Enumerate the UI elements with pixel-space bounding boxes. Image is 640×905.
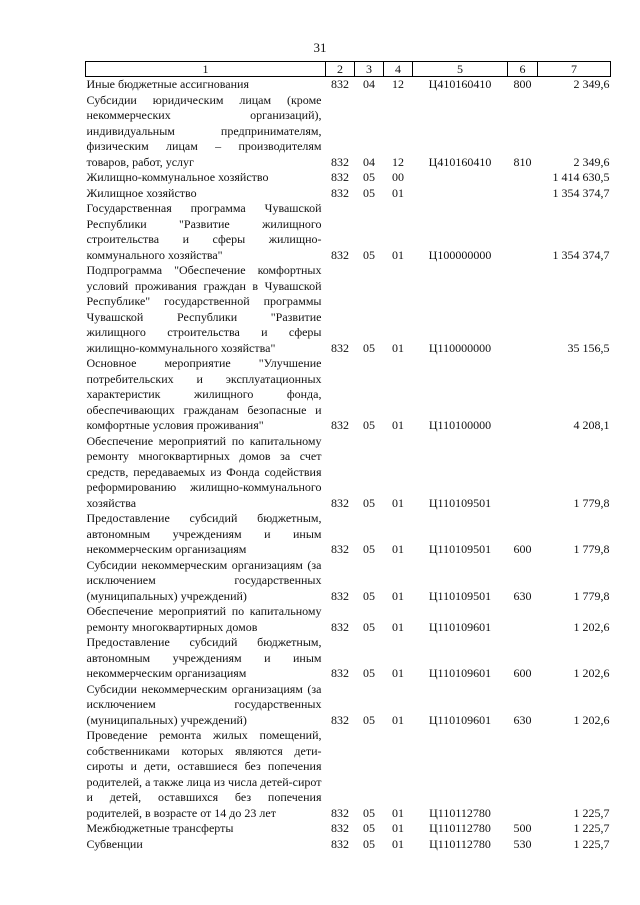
amount: 2 349,6 [573,154,610,169]
expense-type-code [508,434,538,512]
item-name: Субсидии некоммерческим организациям (за исключением государственных (муниципальных) учреждений) [86,681,322,727]
amount: 1 779,8 [573,542,610,556]
target-article-code: Ц410160410 [428,77,492,91]
item-name: Жилищное хозяйство [86,185,197,200]
section-code: 05 [363,821,375,835]
table-row [86,170,611,186]
chapter-code: 832 [331,77,349,91]
subsection-code: 01 [392,805,404,820]
expense-type-code: 530 [513,836,532,851]
amount: 1 202,6 [573,619,610,634]
amount: 4 208,1 [573,418,610,432]
chapter-code: 832 [331,542,349,556]
item-name: Основное мероприятие "Улучшение потребительских и эксплуатационных характеристик жилищного фонда, обеспечивающих гражданам безопасные и комфортные условия проживания" [86,356,322,432]
column-header: 1 [86,62,326,77]
chapter-code: 832 [331,588,349,603]
item-name: Субсидии юридическим лицам (кроме некоммерческих организаций), индивидуальным предпринимателям, физическим лицам – производителям товаров, работ, услуг [86,92,322,169]
table-row [86,356,611,434]
expense-type-code [508,728,538,821]
chapter-code: 832 [331,340,349,355]
item-name: Обеспечение мероприятий по капитальному ремонту многоквартирных домов [86,604,322,634]
section-code: 04 [363,77,375,91]
subsection-code: 00 [392,170,404,184]
table-row [86,93,611,171]
column-header: 4 [384,62,413,77]
expense-type-code: 600 [513,542,532,556]
amount: 2 349,6 [573,77,610,91]
section-code: 05 [363,619,375,634]
item-name: Государственная программа Чувашской Республики "Развитие жилищного строительства и сферы жилищно-коммунального хозяйства" [86,201,322,262]
expense-type-code: 500 [513,821,532,835]
subsection-code: 01 [392,712,404,727]
target-article-code [413,186,508,202]
amount: 1 779,8 [573,588,610,603]
target-article-code: Ц110109501 [428,542,492,556]
table-row [86,77,611,93]
expense-type-code [508,356,538,434]
subsection-code: 12 [392,77,404,91]
chapter-code: 832 [331,836,349,851]
item-name: Межбюджетные трансферты [86,821,234,835]
target-article-code: Ц110109601 [428,666,492,680]
subsection-code: 01 [392,340,404,355]
section-code: 05 [363,418,375,432]
expense-type-code [508,604,538,635]
table-row [86,263,611,356]
expense-type-code [508,186,538,202]
header-row [86,62,611,77]
budget-table [85,61,611,852]
section-code: 05 [363,588,375,603]
subsection-code: 01 [392,666,404,680]
item-name: Предоставление субсидий бюджетным, автономным учреждениям и иным некоммерческим организациям [86,511,322,556]
subsection-code: 01 [392,821,404,835]
amount: 1 225,7 [573,805,610,820]
amount: 1 225,7 [573,821,610,835]
table-row [86,434,611,512]
chapter-code: 832 [331,247,349,262]
target-article-code: Ц110109601 [428,712,492,727]
column-header: 6 [508,62,538,77]
target-article-code [413,170,508,186]
chapter-code: 832 [331,154,349,169]
table-row [86,186,611,202]
column-header: 2 [326,62,355,77]
item-name: Обеспечение мероприятий по капитальному ремонту многоквартирных домов за счет средств, передаваемых из Фонда содействия реформированию жилищно-коммунального хозяйства [86,433,322,510]
item-name: Субсидии некоммерческим организациям (за исключением государственных (муниципальных) учреждений) [86,557,322,603]
page-number: 31 [313,40,327,55]
amount: 35 156,5 [567,340,610,355]
table-row [86,682,611,729]
subsection-code: 01 [392,836,404,851]
target-article-code: Ц110109601 [428,619,492,634]
subsection-code: 01 [392,619,404,634]
table-row [86,837,611,853]
amount: 1 779,8 [573,495,610,510]
expense-type-code [508,263,538,356]
amount: 1 354 374,7 [552,185,610,200]
item-name: Подпрограмма "Обеспечение комфортных условий проживания граждан в Чувашской Республике" государственной программы Чувашской Республики "Развитие жилищного строительства и сферы жилищно-коммунального хозяйства" [86,263,322,355]
table-row [86,728,611,821]
section-code: 05 [363,495,375,510]
section-code: 05 [363,247,375,262]
amount: 1 414 630,5 [552,170,610,184]
target-article-code: Ц110000000 [428,340,492,355]
target-article-code: Ц110112780 [429,821,491,835]
column-header: 7 [538,62,611,77]
table-row [86,511,611,558]
amount: 1 202,6 [573,712,610,727]
item-name: Жилищно-коммунальное хозяйство [86,170,269,184]
section-code: 05 [363,836,375,851]
chapter-code: 832 [331,805,349,820]
subsection-code: 01 [392,588,404,603]
subsection-code: 01 [392,185,404,200]
target-article-code: Ц100000000 [428,247,492,262]
target-article-code: Ц110112780 [429,805,491,820]
chapter-code: 832 [331,712,349,727]
section-code: 05 [363,185,375,200]
item-name: Проведение ремонта жилых помещений, собственниками которых являются дети-сироты и дети, оставшиеся без попечения родителей, а также лица из числа детей-сирот и детей, оставшихся без попечения родителей, в возрасте от 14 до 23 лет [86,728,322,820]
target-article-code: Ц110100000 [428,418,492,432]
column-header: 3 [355,62,384,77]
amount: 1 202,6 [573,666,610,680]
expense-type-code [508,170,538,186]
chapter-code: 832 [331,185,349,200]
table-row [86,604,611,635]
subsection-code: 01 [392,418,404,432]
chapter-code: 832 [331,170,349,184]
chapter-code: 832 [331,821,349,835]
chapter-code: 832 [331,666,349,680]
expense-type-code: 800 [513,77,532,91]
column-header: 5 [413,62,508,77]
amount: 1 354 374,7 [552,247,610,262]
expense-type-code: 630 [513,588,532,603]
expense-type-code: 600 [513,666,532,680]
subsection-code: 01 [392,495,404,510]
target-article-code: Ц110109501 [428,588,492,603]
target-article-code: Ц110109501 [428,495,492,510]
subsection-code: 01 [392,542,404,556]
subsection-code: 01 [392,247,404,262]
chapter-code: 832 [331,619,349,634]
section-code: 05 [363,170,375,184]
item-name: Субвенции [86,836,143,851]
expense-type-code: 630 [513,712,532,727]
section-code: 05 [363,340,375,355]
target-article-code: Ц410160410 [428,154,492,169]
table-row [86,201,611,263]
section-code: 04 [363,154,375,169]
section-code: 05 [363,805,375,820]
expense-type-code [508,201,538,263]
section-code: 05 [363,542,375,556]
section-code: 05 [363,666,375,680]
item-name: Иные бюджетные ассигнования [86,77,249,91]
amount: 1 225,7 [573,836,610,851]
chapter-code: 832 [331,495,349,510]
item-name: Предоставление субсидий бюджетным, автономным учреждениям и иным некоммерческим организациям [86,635,322,680]
subsection-code: 12 [392,154,404,169]
section-code: 05 [363,712,375,727]
table-row [86,635,611,682]
table-row [86,821,611,837]
expense-type-code: 810 [513,154,532,169]
target-article-code: Ц110112780 [429,836,491,851]
chapter-code: 832 [331,418,349,432]
table-row [86,558,611,605]
